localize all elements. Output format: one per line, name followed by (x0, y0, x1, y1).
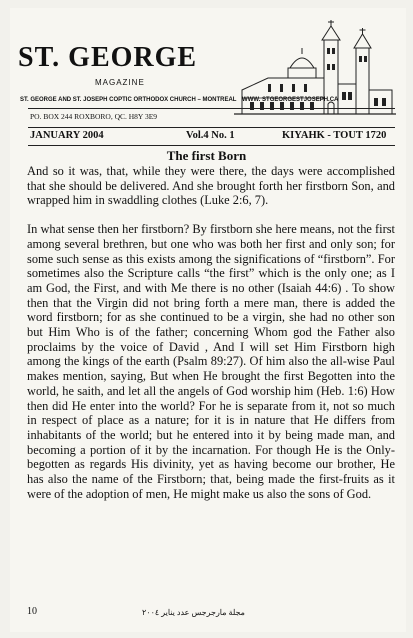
article-paragraph: In what sense then her firstborn? By firstborn she here means, not the first among several brethren, but one who was both her first and only son; for some such sense as this exists among the significations of “firstborn”. For sometimes also the Scripture calls “the first” which is the only one; as I am God, the First, and with Me there is no other (Isaiah 44:6) . To show then that the Virgin did not bring forth a mere man, there is added the word firstborn; for as she continued to be a virgin, she had no other son but Him Who is of the father; concerning Whom god the Father also proclaims by the voice of David , And I will set Him Firstborn high among the kings of the earth (Psalm 89:27). Of him also the all-wise Paul makes mention, saying, But when He brought the first Begotten into the world, he saith, and let all the angels of God worship him (Heb. 1:6) How then did He enter into the world? For he is separate from it, not so much in respect of place as a nature; for it is in nature that He differs from inhabitants of the world; but he entered into it by being made man, and becoming a portion of it by the incarnation. For though He is the Only-begotten as regards His divinity, yet as having become our brother, He has also the name of the Firstborn; that, being made the first-fruits as it were of the adoption of men, He might make us also the sons of God. (27, 222, 395, 501)
article-heading: The first Born (166, 148, 247, 163)
issue-rule-bottom (28, 145, 395, 146)
issue-info (30, 130, 395, 146)
postal-address: PO. BOX 244 ROXBORO, QC. H8Y 3E9 (30, 112, 158, 121)
issue-rule-top (28, 127, 395, 128)
magazine-subtitle: MAGAZINE (95, 78, 145, 87)
issue-date: JANUARY 2004 (30, 130, 104, 141)
magazine-title: ST. GEORGE (18, 42, 198, 73)
organization-name: ST. GEORGE AND ST. JOSEPH COPTIC ORTHODOX CHURCH – MONTREAL (20, 97, 237, 103)
issue-coptic-date: KIYAHK - TOUT 1720 (282, 130, 387, 141)
church-illustration (228, 18, 398, 118)
arabic-footer-note: مجلة مارجرجس عدد يناير ٢٠٠٤ (142, 608, 245, 617)
masthead-rule (28, 108, 395, 109)
page-number: 10 (27, 606, 37, 617)
issue-volume: Vol.4 No. 1 (186, 130, 235, 141)
article-paragraph: And so it was, that, while they were there, the days were accomplished that she should be delivered. And she brought forth her firstborn Son, and wrapped him in swaddling clothes (Luke 2:6, 7). (27, 164, 395, 208)
website-link[interactable]: WWW. STGEORGESTJOSEPH.CA (242, 97, 339, 103)
page-footer (27, 606, 395, 620)
article-body (27, 164, 395, 515)
organization-line (20, 97, 400, 103)
